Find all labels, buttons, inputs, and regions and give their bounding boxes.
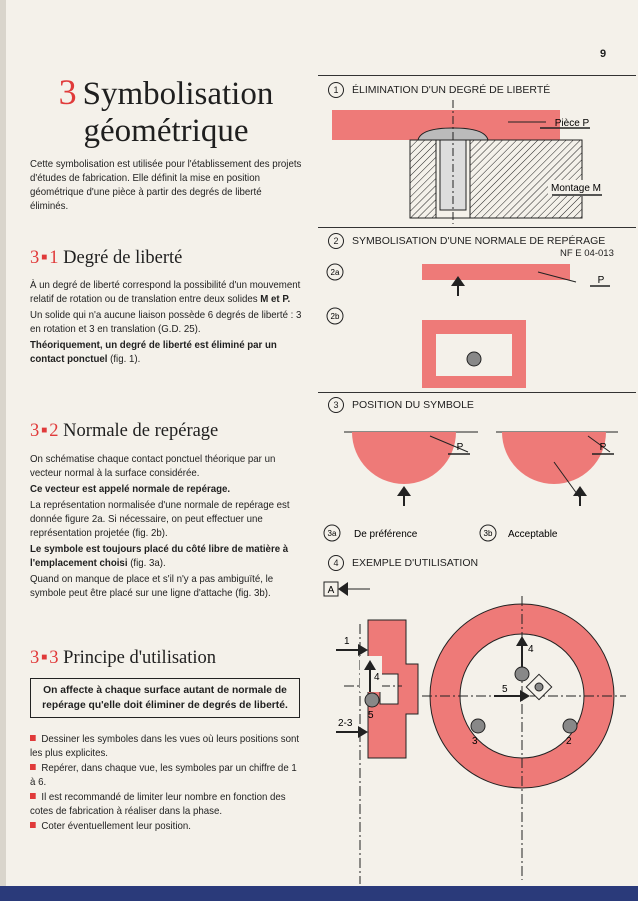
fig4-drawing (318, 574, 636, 884)
s1-title: Degré de liberté (63, 248, 183, 268)
fig3-title: 3 POSITION DU SYMBOLE (328, 397, 474, 413)
s2-p2-bold: Ce vecteur est appelé normale de repérage. (30, 484, 231, 495)
s2-title: Normale de repérage (63, 421, 219, 441)
intro-paragraph (30, 158, 302, 216)
fig4-label-2-3: 2-3 (338, 718, 353, 729)
norm-reference: NF E 04-013 (560, 248, 614, 259)
s1-p1-bold: M et P. (260, 294, 291, 305)
fig4-label-5-right: 5 (502, 684, 508, 695)
s1-p2: Un solide qui n'a aucune liaison possède 6 degrés de liberté : 3 en rotation et 3 en translation (G.D. 25). (30, 310, 302, 335)
s1-sub: 1 (49, 248, 59, 268)
datum-triangle-icon (338, 582, 348, 596)
fig2a-surface (422, 264, 570, 280)
bullet-item: Dessiner les symboles dans les vues où leurs positions sont les plus explicites. (30, 734, 300, 759)
fig3b-label: Acceptable (508, 529, 558, 540)
locating-point-icon (365, 693, 379, 707)
divider (318, 75, 636, 76)
fig2a-p-label: P (597, 275, 605, 286)
datum-label: A (327, 585, 335, 596)
s3-num: 3 (30, 648, 40, 668)
section-1-heading: 3 ■ 1 Degré de liberté (30, 248, 183, 268)
page-bottom-bar (0, 886, 638, 901)
svg-text:2a: 2a (330, 268, 340, 277)
title-number: 3 (58, 72, 77, 112)
fig3a-half-disc (352, 432, 456, 484)
s3-title: Principe d'utilisation (63, 648, 217, 668)
s1-p3-bold: Théoriquement, un degré de liberté est éliminé par un contact ponctuel (30, 340, 277, 365)
normal-arrow-icon (397, 486, 411, 496)
section-3-heading: 3 ■ 3 Principe d'utilisation (30, 648, 217, 668)
intro-text: Cette symbolisation est utilisée pour l'établissement des projets d'études de fabrication. Elle définit la mise en position géométrique d'une pièce à partir des degrés de liberté éliminés. (30, 159, 302, 212)
s2-num: 3 (30, 421, 40, 441)
page-title (30, 74, 302, 150)
s2-p3: La représentation normalisée d'une normale de repérage est donnée figure 2a. Si nécessaire, on peut effectuer une représentation projetée (fig. 2b). (30, 500, 290, 539)
s2-p4-bold: Le symbole est toujours placé du côté libre de matière à l'emplacement choisi (30, 544, 289, 569)
fig3b-half-disc (502, 432, 606, 484)
bullet-item: Coter éventuellement leur position. (30, 820, 302, 834)
s1-p3-tail: (fig. 1). (110, 354, 141, 365)
fig3a-p-label: P (456, 442, 464, 453)
fig1-title: 1 ÉLIMINATION D'UN DEGRÉ DE LIBERTÉ (328, 82, 550, 98)
normal-arrow-icon (358, 644, 368, 656)
fig4-label-3: 3 (472, 736, 478, 747)
fig2-title: 2 SYMBOLISATION D'UNE NORMALE DE REPÉRAGE (328, 233, 605, 249)
section-1-body (30, 279, 302, 369)
bullet-item: Il est recommandé de limiter leur nombre en fonction des cotes de fabrication à réaliser dans la phase. (30, 792, 286, 817)
fig4-title: 4 EXEMPLE D'UTILISATION (328, 555, 478, 571)
bullet-square-icon (30, 822, 36, 828)
s1-p1: À un degré de liberté correspond la possibilité d'un mouvement relatif de rotation ou de translation entre deux solides (30, 280, 301, 305)
fig4-label-4-right: 4 (528, 644, 534, 655)
svg-text:3b: 3b (483, 529, 493, 538)
locating-point-icon (563, 719, 577, 733)
bullet-square-icon (30, 764, 36, 770)
s2-sub: 2 (49, 421, 59, 441)
fig4-label-2: 2 (566, 736, 572, 747)
locating-point-icon (515, 667, 529, 681)
s1-num: 3 (30, 248, 40, 268)
s3-sub: 3 (49, 648, 59, 668)
locating-point-icon (471, 719, 485, 733)
title-line2: géométrique (83, 113, 249, 149)
title-line1: Symbolisation (82, 76, 274, 112)
fig1-drawing (318, 98, 636, 226)
principle-bullets (30, 733, 302, 835)
piece-label: Pièce P (554, 118, 590, 129)
svg-text:2b: 2b (330, 312, 340, 321)
svg-text:3a: 3a (327, 529, 337, 538)
page-edge (0, 0, 6, 901)
principle-rule-box: On affecte à chaque surface autant de normale de repérage qu'elle doit éliminer de degrés de liberté. (30, 678, 300, 718)
bullet-square-icon (30, 793, 36, 799)
s2-p4-tail: (fig. 3a). (130, 558, 166, 569)
projected-point-icon (467, 352, 481, 366)
fig3b-p-label: P (599, 442, 607, 453)
montage-label: Montage M (550, 183, 602, 194)
fig3a-label: De préférence (354, 529, 418, 540)
divider (318, 227, 636, 228)
page-number: 9 (600, 48, 607, 60)
bullet-item: Repérer, dans chaque vue, les symboles par un chiffre de 1 à 6. (30, 763, 297, 788)
section-2-body (30, 453, 302, 603)
fig4-label-1: 1 (344, 636, 350, 647)
section-2-heading: 3 ■ 2 Normale de repérage (30, 421, 219, 441)
s2-p5: Quand on manque de place et s'il n'y a pas ambiguïté, le symbole peut être placé sur une ligne d'attache (fig. 3b). (30, 574, 274, 599)
fig3-drawing (318, 412, 636, 552)
normal-arrow-icon (358, 726, 368, 738)
fig2-drawing (318, 258, 636, 390)
divider (318, 392, 636, 393)
fig4-label-4: 4 (374, 672, 380, 683)
s2-p1: On schématise chaque contact ponctuel théorique par un vecteur normal à la surface considérée. (30, 454, 276, 479)
bullet-square-icon (30, 735, 36, 741)
fig4-label-5: 5 (368, 710, 374, 721)
